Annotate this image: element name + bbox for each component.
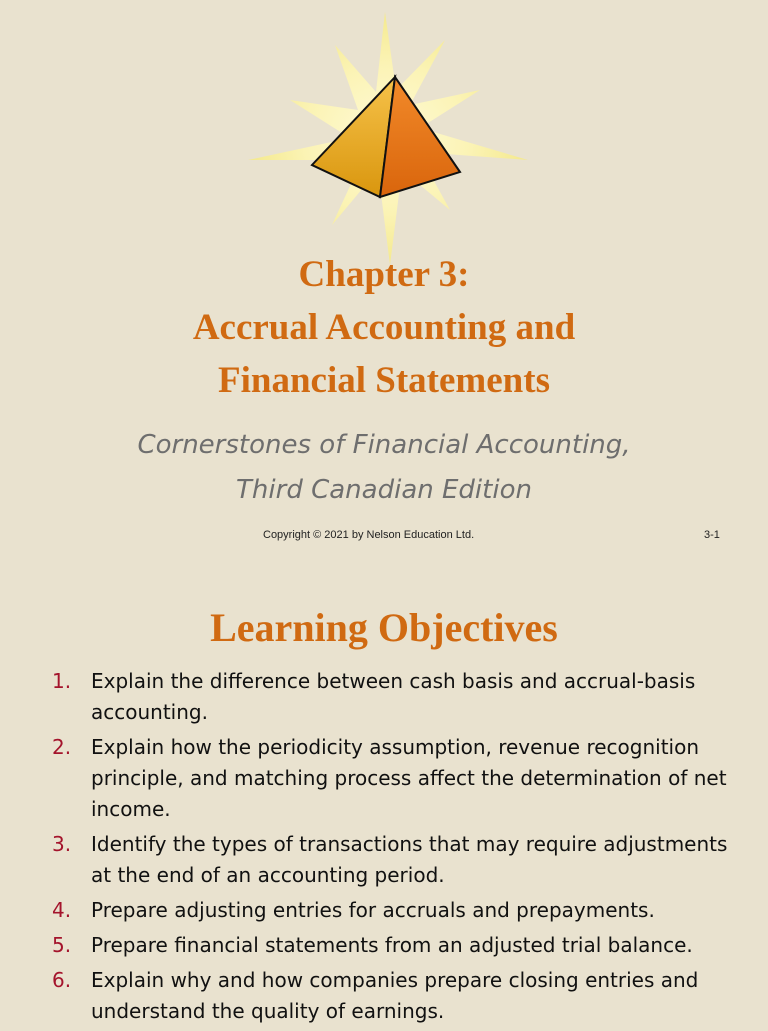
objective-item	[52, 965, 742, 1027]
objective-number: 6.	[52, 968, 72, 992]
chapter-title-line-3: Financial Statements	[218, 360, 550, 401]
objective-number: 2.	[52, 735, 72, 759]
book-subtitle-line-1: Cornerstones of Financial Accounting,	[137, 430, 631, 460]
book-subtitle	[0, 423, 768, 513]
objective-number: 3.	[52, 832, 72, 856]
objective-item	[52, 666, 742, 728]
objective-item	[52, 930, 742, 961]
objective-text: Explain why and how companies prepare closing entries and understand the quality of earnings.	[91, 968, 699, 1023]
objective-number: 4.	[52, 898, 72, 922]
objective-item	[52, 829, 742, 891]
objective-text: Explain how the periodicity assumption, revenue recognition principle, and matching process affect the determination of net income.	[91, 735, 727, 821]
chapter-title	[0, 248, 768, 407]
objective-item	[52, 732, 742, 825]
slide-number: 3-1	[704, 529, 720, 541]
objective-item	[52, 895, 742, 926]
objective-text: Prepare financial statements from an adjusted trial balance.	[91, 933, 693, 957]
pyramid-starburst-icon	[240, 10, 530, 270]
book-subtitle-line-2: Third Canadian Edition	[236, 475, 532, 505]
objective-text: Identify the types of transactions that may require adjustments at the end of an accounting period.	[91, 832, 728, 887]
objective-number: 5.	[52, 933, 72, 957]
objective-text: Explain the difference between cash basis and accrual-basis accounting.	[91, 669, 696, 724]
chapter-title-line-2: Accrual Accounting and	[192, 307, 576, 348]
learning-objectives-title: Learning Objectives	[210, 605, 558, 650]
chapter-title-line-1: Chapter 3:	[298, 254, 470, 295]
objective-text: Prepare adjusting entries for accruals and prepayments.	[91, 898, 655, 922]
objectives-list	[52, 666, 742, 1031]
objective-number: 1.	[52, 669, 72, 693]
learning-objectives-slide	[0, 560, 768, 1024]
copyright-notice: Copyright © 2021 by Nelson Education Ltd.	[263, 529, 475, 541]
